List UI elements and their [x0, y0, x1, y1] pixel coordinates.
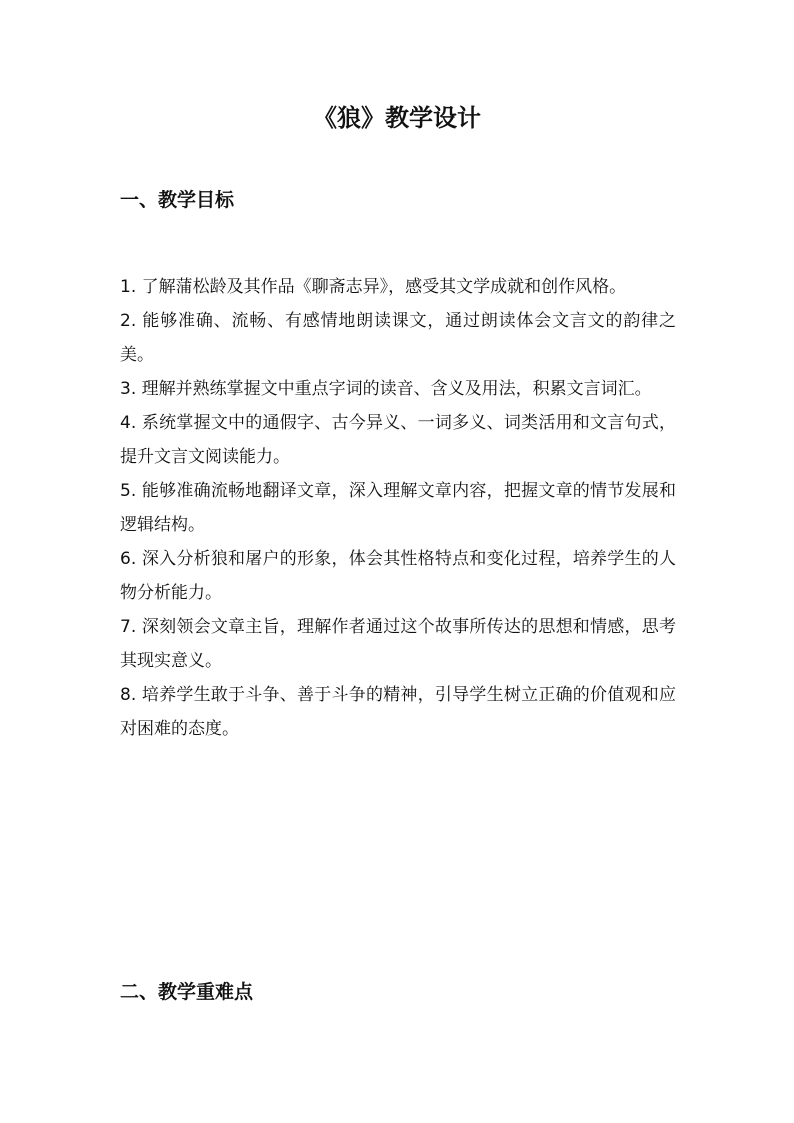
goal-item-8: 8. 培养学生敢于斗争、善于斗争的精神，引导学生树立正确的价值观和应对困难的态度。 [120, 685, 676, 739]
document-title: 《狼》教学设计 [313, 104, 481, 132]
section-heading-teaching-goals: 一、教学目标 [120, 189, 235, 211]
goal-item-3: 3. 理解并熟练掌握文中重点字词的读音、含义及用法，积累文言词汇。 [120, 379, 652, 399]
teaching-goals-list [120, 270, 676, 746]
goal-item-7: 7. 深刻领会文章主旨，理解作者通过这个故事所传达的思想和情感，思考其现实意义。 [120, 617, 676, 671]
goal-item-1: 1. 了解蒲松龄及其作品《聊斋志异》，感受其文学成就和创作风格。 [120, 277, 627, 297]
section-heading-key-difficulties: 二、教学重难点 [120, 981, 254, 1003]
goal-item-2: 2. 能够准确、流畅、有感情地朗读课文，通过朗读体会文言文的韵律之美。 [120, 311, 676, 365]
goal-item-4: 4. 系统掌握文中的通假字、古今异义、一词多义、词类活用和文言句式，提升文言文阅读能力。 [120, 413, 676, 467]
goal-item-5: 5. 能够准确流畅地翻译文章，深入理解文章内容，把握文章的情节发展和逻辑结构。 [120, 481, 676, 535]
goal-item-6: 6. 深入分析狼和屠户的形象，体会其性格特点和变化过程，培养学生的人物分析能力。 [120, 549, 676, 603]
